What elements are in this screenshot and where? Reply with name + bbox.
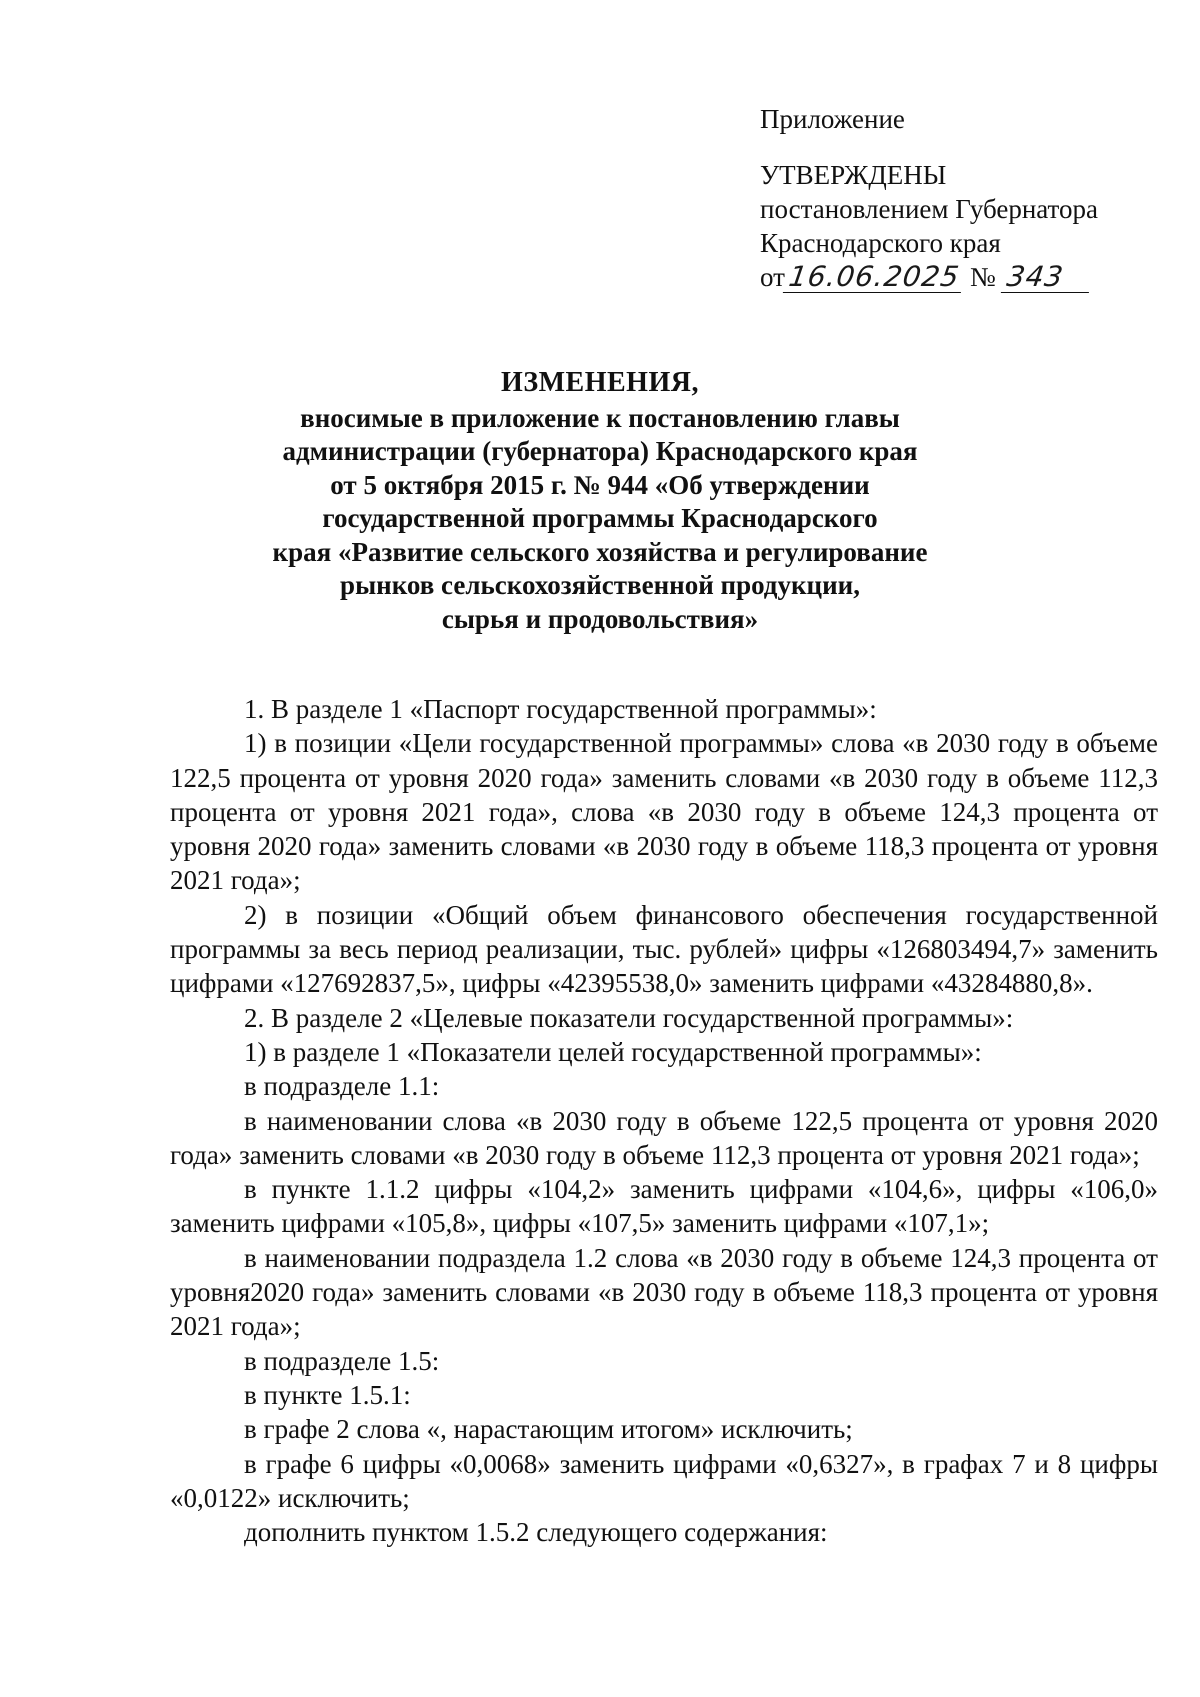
body-paragraph: 1) в позиции «Цели государственной программы» слова «в 2030 году в объеме 122,5 процента от уровня 2020 года» заменить словами «в 2030 году в объеме 112,3 процента от уровня 2021 года», слова «в 2030 году в объеме 124,3 процента от уровня 2020 года» заменить словами «в 2030 году в объеме 118,3 процента от уровня 2021 года»; bbox=[170, 728, 1158, 896]
title-line: края «Развитие сельского хозяйства и регулирование bbox=[272, 536, 928, 567]
approved-label: УТВЕРЖДЕНЫ bbox=[760, 160, 947, 190]
body-paragraph: 1. В разделе 1 «Паспорт государственной программы»: bbox=[244, 694, 877, 724]
approved-by-line: постановлением Губернатора bbox=[760, 194, 1098, 224]
title-line: вносимые в приложение к постановлению главы bbox=[300, 402, 900, 433]
body-paragraph: в пункте 1.1.2 цифры «104,2» заменить цифрами «104,6», цифры «106,0» заменить цифрами «105,8», цифры «107,5» заменить цифрами «107,1»; bbox=[170, 1174, 1158, 1239]
title-line: сырья и продовольствия» bbox=[441, 603, 759, 634]
body-paragraph: в подразделе 1.5: bbox=[244, 1345, 440, 1376]
body-paragraph: в графе 2 слова «, нарастающим итогом» исключить; bbox=[244, 1414, 853, 1445]
body-paragraph: в графе 6 цифры «0,0068» заменить цифрами «0,6327», в графах 7 и 8 цифры «0,0122» исключить; bbox=[170, 1448, 1158, 1513]
body-paragraph: в наименовании подраздела 1.2 слова «в 2030 году в объеме 124,3 процента от уровня2020 года» заменить словами «в 2030 году в объеме 118,3 процента от уровня 2021 года»; bbox=[170, 1242, 1158, 1342]
body-paragraph: в подразделе 1.1: bbox=[244, 1071, 440, 1102]
document-body bbox=[170, 692, 1158, 1549]
title-main: ИЗМЕНЕНИЯ, bbox=[501, 367, 699, 398]
approved-region-line: Краснодарского края bbox=[760, 228, 1001, 258]
body-paragraph: 2) в позиции «Общий объем финансового обеспечения государственной программы за весь период реализации, тыс. рублей» цифры «126803494,7» заменить цифрами «127692837,5», цифры «42395538,0» заменить цифрами «43284880,8». bbox=[170, 899, 1158, 999]
document-title bbox=[160, 366, 1040, 636]
approval-date-line bbox=[760, 260, 1160, 294]
appendix-label: Приложение bbox=[760, 104, 905, 134]
body-paragraph: 1) в разделе 1 «Показатели целей государственной программы»: bbox=[244, 1036, 982, 1067]
date-prefix: от bbox=[760, 262, 785, 292]
body-paragraph: 2. В разделе 2 «Целевые показатели государственной программы»: bbox=[244, 1002, 1014, 1033]
handwritten-number: 343 bbox=[1000, 262, 1092, 293]
title-line: рынков сельскохозяйственной продукции, bbox=[340, 570, 860, 600]
number-prefix: № bbox=[970, 262, 996, 292]
body-paragraph: в пункте 1.5.1: bbox=[244, 1379, 411, 1410]
title-line: государственной программы Краснодарского bbox=[322, 503, 878, 533]
handwritten-date: 16.06.2025 bbox=[783, 262, 966, 293]
body-paragraph: в наименовании слова «в 2030 году в объеме 122,5 процента от уровня 2020 года» заменить словами «в 2030 году в объеме 112,3 процента от уровня 2021 года»; bbox=[170, 1105, 1158, 1170]
body-paragraph: дополнить пунктом 1.5.2 следующего содержания: bbox=[244, 1517, 828, 1548]
title-line: от 5 октября 2015 г. № 944 «Об утверждении bbox=[330, 469, 870, 500]
approval-block bbox=[760, 102, 1160, 294]
title-line: администрации (губернатора) Краснодарского края bbox=[282, 436, 918, 466]
